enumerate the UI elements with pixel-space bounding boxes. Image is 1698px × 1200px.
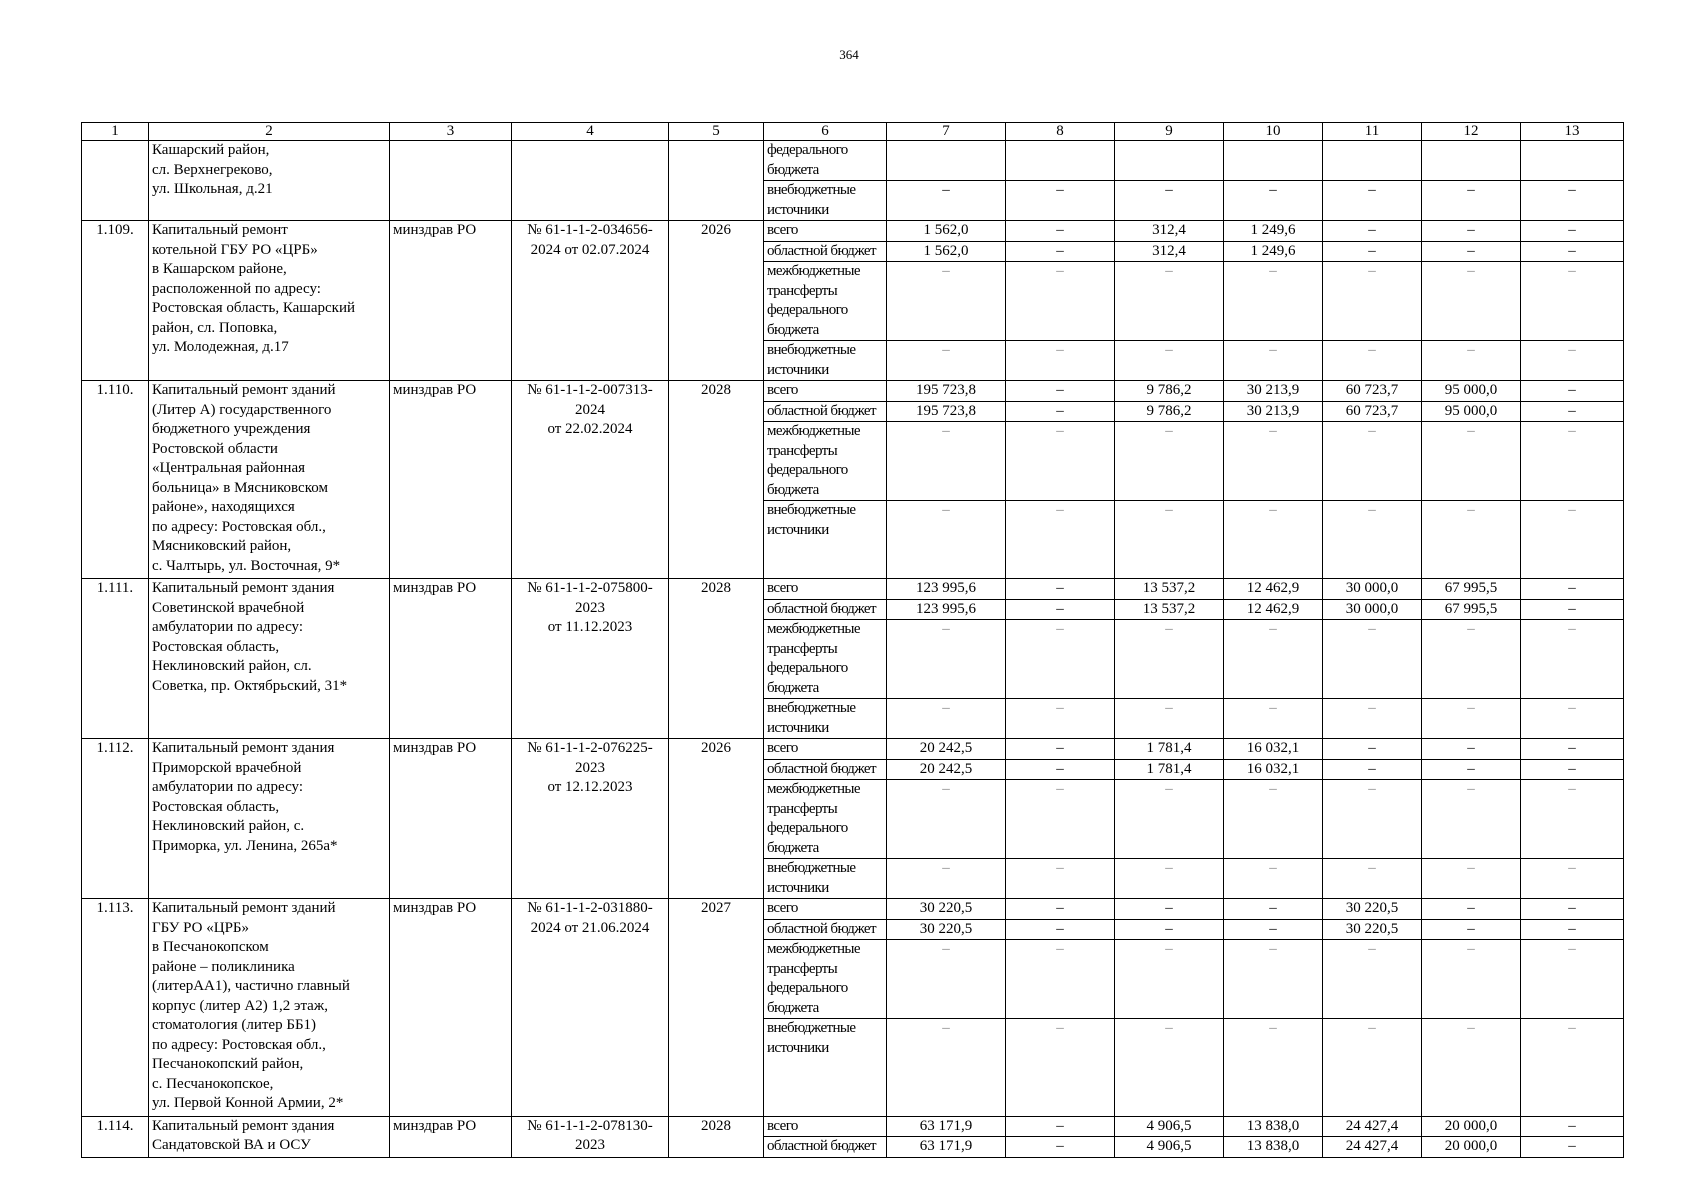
header-cell-1: 1 — [82, 123, 149, 141]
item-name-cell: Капитальный ремонт здания Приморской врачебной амбулатории по адресу: Ростовская область, Неклиновский район, с. Приморка, ул. Ленина, 265а* — [149, 739, 390, 899]
budget-table — [81, 122, 1624, 1158]
year-cell: 2026 — [669, 221, 764, 381]
funding-source-label: внебюджетные источники — [764, 699, 887, 739]
value-cell: – — [1006, 1019, 1115, 1117]
value-cell: – — [1521, 221, 1624, 242]
value-cell: – — [1521, 919, 1624, 940]
funding-source-label: областной бюджет — [764, 599, 887, 620]
value-cell: 1 249,6 — [1224, 221, 1323, 242]
value-cell: – — [1006, 501, 1115, 579]
value-cell: – — [1422, 1019, 1521, 1117]
value-cell: – — [1006, 759, 1115, 780]
value-cell: 63 171,9 — [887, 1116, 1006, 1137]
value-cell: – — [887, 262, 1006, 341]
value-cell: 1 249,6 — [1224, 241, 1323, 262]
value-cell: 312,4 — [1115, 221, 1224, 242]
item-name-cell: Капитальный ремонт здания Советинской врачебной амбулатории по адресу: Ростовская область, Неклиновский район, сл. Советка, пр. Октябрьский, 31* — [149, 579, 390, 739]
value-cell: 1 562,0 — [887, 241, 1006, 262]
value-cell: 312,4 — [1115, 241, 1224, 262]
value-cell: 195 723,8 — [887, 401, 1006, 422]
value-cell: 24 427,4 — [1323, 1137, 1422, 1158]
item-name-cell: Капитальный ремонт зданий ГБУ РО «ЦРБ» в Песчанокопском районе – поликлиника (литерАА1), частично главный корпус (литер А2) 1,2 этаж, стоматология (литер ББ1) по адресу: Ростовская обл., Песчанокопский район, с. Песчанокопское, ул. Первой Конной Армии, 2* — [149, 899, 390, 1117]
agency-cell: минздрав РО — [390, 899, 512, 1117]
value-cell: – — [1006, 262, 1115, 341]
value-cell: – — [1323, 422, 1422, 501]
value-cell: – — [1224, 940, 1323, 1019]
value-cell: – — [1323, 262, 1422, 341]
item-name-cell: Капитальный ремонт зданий (Литер А) государственного бюджетного учреждения Ростовской области «Центральная районная больница» в Мясниковском районе», находящихся по адресу: Ростовская обл., Мясниковский район, с. Чалтырь, ул. Восточная, 9* — [149, 381, 390, 579]
value-cell: – — [1006, 620, 1115, 699]
year-cell — [669, 141, 764, 221]
value-cell: 60 723,7 — [1323, 381, 1422, 402]
value-cell: 30 000,0 — [1323, 579, 1422, 600]
value-cell: – — [1422, 780, 1521, 859]
value-cell: – — [887, 859, 1006, 899]
value-cell: 9 786,2 — [1115, 401, 1224, 422]
value-cell: – — [1323, 739, 1422, 760]
funding-source-label: всего — [764, 579, 887, 600]
funding-source-label: межбюджетные трансферты федерального бюджета — [764, 620, 887, 699]
document-cell: № 61-1-1-2-034656- 2024 от 02.07.2024 — [512, 221, 669, 381]
value-cell — [1115, 141, 1224, 181]
value-cell: – — [1224, 501, 1323, 579]
agency-cell: минздрав РО — [390, 739, 512, 899]
value-cell: 63 171,9 — [887, 1137, 1006, 1158]
value-cell: – — [1006, 859, 1115, 899]
value-cell — [887, 141, 1006, 181]
value-cell: – — [1006, 899, 1115, 920]
value-cell: – — [1521, 341, 1624, 381]
table-row — [82, 141, 1624, 181]
value-cell: – — [1115, 780, 1224, 859]
value-cell: 30 220,5 — [887, 919, 1006, 940]
table-row — [82, 579, 1624, 600]
value-cell: – — [1422, 262, 1521, 341]
value-cell: – — [1521, 422, 1624, 501]
value-cell: – — [1006, 381, 1115, 402]
table-row — [82, 221, 1624, 242]
value-cell: – — [1224, 341, 1323, 381]
value-cell: – — [1006, 699, 1115, 739]
funding-source-label: межбюджетные трансферты федерального бюджета — [764, 940, 887, 1019]
value-cell: – — [1422, 241, 1521, 262]
header-cell-4: 4 — [512, 123, 669, 141]
value-cell: 123 995,6 — [887, 599, 1006, 620]
item-number-cell: 1.114. — [82, 1116, 149, 1157]
value-cell: – — [1224, 699, 1323, 739]
value-cell: – — [1115, 899, 1224, 920]
year-cell: 2026 — [669, 739, 764, 899]
value-cell: 30 213,9 — [1224, 381, 1323, 402]
page-number: 364 — [839, 47, 859, 62]
value-cell: 95 000,0 — [1422, 381, 1521, 402]
value-cell: – — [1006, 599, 1115, 620]
value-cell: – — [1323, 859, 1422, 899]
value-cell: – — [1224, 780, 1323, 859]
funding-source-label: внебюджетные источники — [764, 1019, 887, 1117]
value-cell: – — [887, 620, 1006, 699]
header-cell-12: 12 — [1422, 123, 1521, 141]
item-number-cell: 1.113. — [82, 899, 149, 1117]
value-cell: 95 000,0 — [1422, 401, 1521, 422]
value-cell: – — [1224, 899, 1323, 920]
value-cell: 16 032,1 — [1224, 759, 1323, 780]
funding-source-label: всего — [764, 381, 887, 402]
funding-source-label: внебюджетные источники — [764, 859, 887, 899]
value-cell: – — [887, 780, 1006, 859]
value-cell: – — [1422, 940, 1521, 1019]
value-cell: – — [1422, 859, 1521, 899]
table-row — [82, 899, 1624, 920]
funding-source-label: областной бюджет — [764, 1137, 887, 1158]
value-cell: – — [1422, 422, 1521, 501]
value-cell: 13 537,2 — [1115, 579, 1224, 600]
value-cell: 9 786,2 — [1115, 381, 1224, 402]
value-cell: – — [1224, 919, 1323, 940]
value-cell: 4 906,5 — [1115, 1137, 1224, 1158]
year-cell: 2028 — [669, 579, 764, 739]
value-cell: – — [1521, 599, 1624, 620]
value-cell: 60 723,7 — [1323, 401, 1422, 422]
item-name-cell: Капитальный ремонт котельной ГБУ РО «ЦРБ» в Кашарском районе, расположенной по адресу: Ростовская область, Кашарский район, сл. Поповка, ул. Молодежная, д.17 — [149, 221, 390, 381]
value-cell: 4 906,5 — [1115, 1116, 1224, 1137]
value-cell: – — [1006, 422, 1115, 501]
value-cell: – — [887, 422, 1006, 501]
document-cell — [512, 141, 669, 221]
item-name-cell: Капитальный ремонт здания Сандатовской ВА и ОСУ — [149, 1116, 390, 1157]
item-number-cell: 1.110. — [82, 381, 149, 579]
value-cell: – — [1521, 501, 1624, 579]
value-cell: 20 242,5 — [887, 739, 1006, 760]
value-cell: – — [1006, 739, 1115, 760]
year-cell: 2028 — [669, 381, 764, 579]
value-cell: – — [1422, 181, 1521, 221]
value-cell: – — [1224, 181, 1323, 221]
table-row — [82, 1116, 1624, 1137]
value-cell: – — [1115, 919, 1224, 940]
value-cell: 1 562,0 — [887, 221, 1006, 242]
funding-source-label: межбюджетные трансферты федерального бюджета — [764, 262, 887, 341]
funding-source-label: всего — [764, 739, 887, 760]
value-cell: – — [1115, 940, 1224, 1019]
value-cell: – — [1323, 620, 1422, 699]
value-cell: 67 995,5 — [1422, 599, 1521, 620]
value-cell: – — [1521, 759, 1624, 780]
funding-source-label: внебюджетные источники — [764, 341, 887, 381]
value-cell: – — [1006, 221, 1115, 242]
value-cell: – — [1521, 620, 1624, 699]
item-number-cell: 1.111. — [82, 579, 149, 739]
value-cell: – — [887, 940, 1006, 1019]
value-cell: – — [1115, 620, 1224, 699]
agency-cell: минздрав РО — [390, 579, 512, 739]
header-cell-6: 6 — [764, 123, 887, 141]
value-cell: 12 462,9 — [1224, 599, 1323, 620]
value-cell: – — [1323, 221, 1422, 242]
value-cell: – — [1224, 262, 1323, 341]
value-cell: – — [1115, 699, 1224, 739]
value-cell: – — [1323, 940, 1422, 1019]
value-cell: – — [1006, 919, 1115, 940]
funding-source-label: областной бюджет — [764, 759, 887, 780]
value-cell: – — [1006, 579, 1115, 600]
item-number-cell: 1.109. — [82, 221, 149, 381]
agency-cell — [390, 141, 512, 221]
value-cell: – — [1115, 262, 1224, 341]
value-cell — [1224, 141, 1323, 181]
value-cell: – — [1422, 221, 1521, 242]
item-number-cell — [82, 141, 149, 221]
value-cell: – — [1224, 620, 1323, 699]
value-cell: – — [1521, 381, 1624, 402]
document-cell: № 61-1-1-2-078130- 2023 — [512, 1116, 669, 1157]
value-cell: 20 000,0 — [1422, 1137, 1521, 1158]
value-cell: – — [1521, 1116, 1624, 1137]
agency-cell: минздрав РО — [390, 381, 512, 579]
value-cell: 13 838,0 — [1224, 1137, 1323, 1158]
value-cell: – — [1422, 739, 1521, 760]
value-cell: – — [1006, 401, 1115, 422]
value-cell: – — [1521, 699, 1624, 739]
value-cell: – — [887, 501, 1006, 579]
item-name-cell: Кашарский район, сл. Верхнегреково, ул. Школьная, д.21 — [149, 141, 390, 221]
header-cell-5: 5 — [669, 123, 764, 141]
value-cell: – — [1323, 501, 1422, 579]
funding-source-label: всего — [764, 899, 887, 920]
value-cell: – — [1115, 341, 1224, 381]
header-cell-7: 7 — [887, 123, 1006, 141]
funding-source-label: федерального бюджета — [764, 141, 887, 181]
value-cell: – — [1323, 699, 1422, 739]
header-cell-9: 9 — [1115, 123, 1224, 141]
value-cell: – — [1521, 780, 1624, 859]
value-cell: 20 000,0 — [1422, 1116, 1521, 1137]
value-cell: – — [1006, 1116, 1115, 1137]
value-cell: – — [1422, 620, 1521, 699]
value-cell: 24 427,4 — [1323, 1116, 1422, 1137]
funding-source-label: всего — [764, 1116, 887, 1137]
table-row — [82, 739, 1624, 760]
item-number-cell: 1.112. — [82, 739, 149, 899]
value-cell: – — [1224, 422, 1323, 501]
header-cell-13: 13 — [1521, 123, 1624, 141]
value-cell: – — [1323, 780, 1422, 859]
value-cell: 195 723,8 — [887, 381, 1006, 402]
value-cell: – — [1323, 341, 1422, 381]
value-cell: – — [1521, 1137, 1624, 1158]
agency-cell: минздрав РО — [390, 221, 512, 381]
funding-source-label: межбюджетные трансферты федерального бюджета — [764, 422, 887, 501]
value-cell: – — [1521, 181, 1624, 221]
value-cell: – — [1006, 341, 1115, 381]
value-cell: – — [1006, 1137, 1115, 1158]
value-cell: 30 220,5 — [887, 899, 1006, 920]
value-cell: – — [887, 699, 1006, 739]
header-cell-3: 3 — [390, 123, 512, 141]
value-cell — [1521, 141, 1624, 181]
value-cell: – — [1521, 940, 1624, 1019]
value-cell: – — [1115, 181, 1224, 221]
value-cell: – — [1323, 181, 1422, 221]
value-cell: 13 537,2 — [1115, 599, 1224, 620]
funding-source-label: всего — [764, 221, 887, 242]
value-cell: – — [1521, 899, 1624, 920]
value-cell: – — [1323, 759, 1422, 780]
value-cell: 16 032,1 — [1224, 739, 1323, 760]
value-cell: – — [1115, 501, 1224, 579]
agency-cell: минздрав РО — [390, 1116, 512, 1157]
value-cell: – — [1521, 859, 1624, 899]
value-cell: – — [887, 1019, 1006, 1117]
funding-source-label: внебюджетные источники — [764, 501, 887, 579]
funding-source-label: областной бюджет — [764, 919, 887, 940]
value-cell: 30 220,5 — [1323, 899, 1422, 920]
value-cell: – — [1115, 859, 1224, 899]
value-cell: 123 995,6 — [887, 579, 1006, 600]
value-cell: 13 838,0 — [1224, 1116, 1323, 1137]
value-cell: – — [1521, 401, 1624, 422]
value-cell: – — [1224, 859, 1323, 899]
header-cell-2: 2 — [149, 123, 390, 141]
value-cell: – — [1115, 422, 1224, 501]
value-cell: 20 242,5 — [887, 759, 1006, 780]
document-cell: № 61-1-1-2-031880- 2024 от 21.06.2024 — [512, 899, 669, 1117]
value-cell: – — [1006, 241, 1115, 262]
value-cell: 1 781,4 — [1115, 759, 1224, 780]
value-cell: – — [1323, 1019, 1422, 1117]
year-cell: 2028 — [669, 1116, 764, 1157]
value-cell: – — [1422, 501, 1521, 579]
document-cell: № 61-1-1-2-076225- 2023 от 12.12.2023 — [512, 739, 669, 899]
value-cell: – — [1323, 241, 1422, 262]
value-cell: – — [1422, 899, 1521, 920]
value-cell: 67 995,5 — [1422, 579, 1521, 600]
value-cell: – — [1422, 919, 1521, 940]
funding-source-label: межбюджетные трансферты федерального бюджета — [764, 780, 887, 859]
value-cell: – — [1006, 780, 1115, 859]
value-cell: – — [1521, 1019, 1624, 1117]
value-cell: 30 213,9 — [1224, 401, 1323, 422]
header-row — [82, 123, 1624, 141]
value-cell — [1006, 141, 1115, 181]
value-cell: – — [1422, 699, 1521, 739]
value-cell: – — [1006, 181, 1115, 221]
value-cell: – — [1224, 1019, 1323, 1117]
value-cell: 1 781,4 — [1115, 739, 1224, 760]
funding-source-label: областной бюджет — [764, 401, 887, 422]
value-cell: – — [1422, 759, 1521, 780]
funding-source-label: областной бюджет — [764, 241, 887, 262]
value-cell: – — [1521, 579, 1624, 600]
year-cell: 2027 — [669, 899, 764, 1117]
header-cell-11: 11 — [1323, 123, 1422, 141]
value-cell: – — [1521, 241, 1624, 262]
value-cell: 30 000,0 — [1323, 599, 1422, 620]
document-cell: № 61-1-1-2-007313- 2024 от 22.02.2024 — [512, 381, 669, 579]
header-cell-10: 10 — [1224, 123, 1323, 141]
table-row — [82, 381, 1624, 402]
header-cell-8: 8 — [1006, 123, 1115, 141]
value-cell: 30 220,5 — [1323, 919, 1422, 940]
value-cell — [1323, 141, 1422, 181]
value-cell: – — [1422, 341, 1521, 381]
value-cell: – — [1521, 739, 1624, 760]
funding-source-label: внебюджетные источники — [764, 181, 887, 221]
value-cell — [1422, 141, 1521, 181]
document-cell: № 61-1-1-2-075800- 2023 от 11.12.2023 — [512, 579, 669, 739]
value-cell: – — [887, 341, 1006, 381]
value-cell: – — [1521, 262, 1624, 341]
value-cell: – — [1115, 1019, 1224, 1117]
value-cell: – — [1006, 940, 1115, 1019]
value-cell: 12 462,9 — [1224, 579, 1323, 600]
value-cell: – — [887, 181, 1006, 221]
